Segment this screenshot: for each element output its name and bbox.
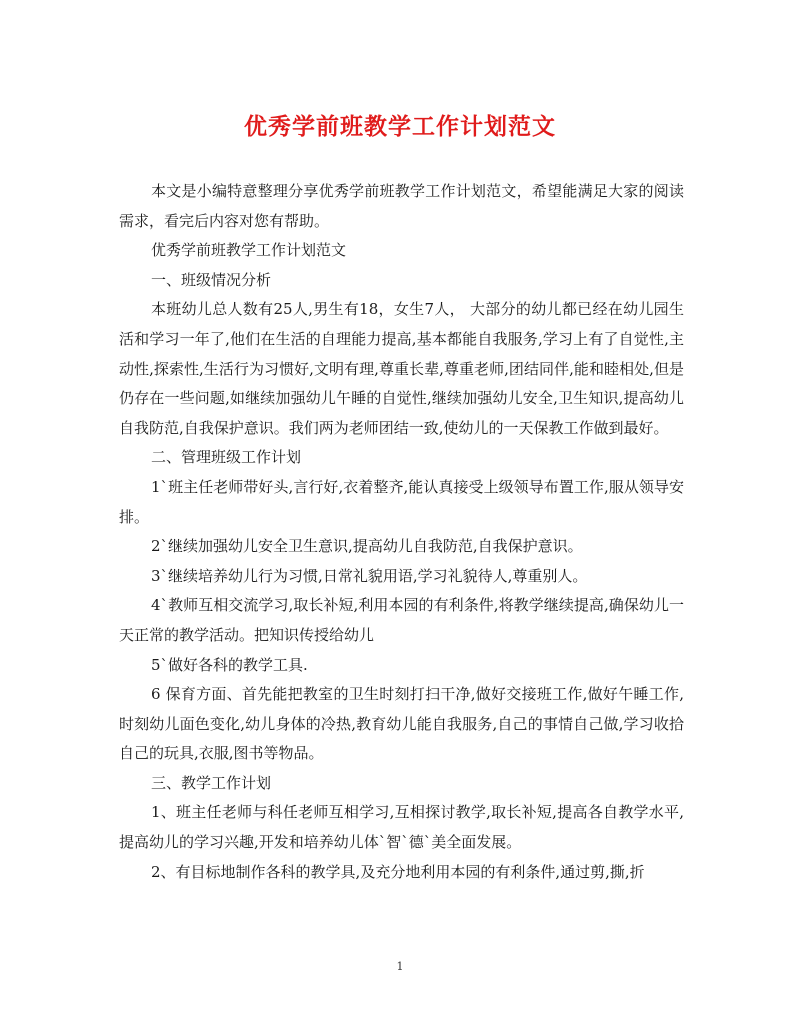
list-item: 1`班主任老师带好头,言行好,衣着整齐,能认真接受上级领导布置工作,服从领导安排。 (119, 477, 684, 526)
list-item: 2`继续加强幼儿安全卫生意识,提高幼儿自我防范,自我保护意识。 (151, 537, 583, 556)
document-title: 优秀学前班教学工作计划范文 (244, 113, 556, 140)
section-heading-2: 二、管理班级工作计划 (151, 448, 302, 467)
list-item: 2、有目标地制作各科的教学具,及充分地利用本园的有利条件,通过剪,撕,折 (151, 862, 645, 881)
section-heading-3: 三、教学工作计划 (151, 773, 272, 792)
document-body (119, 177, 684, 887)
list-item: 6 保育方面、首先能把教室的卫生时刻打扫干净,做好交接班工作,做好午睡工作,时刻幼儿面色变化,幼儿身体的冷热,教育幼儿能自我服务,自己的事情自己做,学习收拾自己的玩具,衣服,图书等物品。 (119, 685, 684, 763)
section-heading-1: 一、班级情况分析 (151, 270, 272, 289)
subtitle-paragraph: 优秀学前班教学工作计划范文 (151, 241, 347, 260)
intro-paragraph: 本文是小编特意整理分享优秀学前班教学工作计划范文，希望能满足大家的阅读需求，看完后内容对您有帮助。 (119, 182, 684, 230)
list-item: 5`做好各科的教学工具. (151, 655, 308, 674)
list-item: 1、班主任老师与科任老师互相学习,互相探讨教学,取长补短,提高各自教学水平,提高幼儿的学习兴趣,开发和培养幼儿体`智`德`美全面发展。 (119, 803, 684, 852)
body-paragraph: 本班幼儿总人数有25人,男生有18，女生7人， 大部分的幼儿都已经在幼儿园生活和学习一年了,他们在生活的自理能力提高,基本都能自我服务,学习上有了自觉性,主动性,探索性,生活行为习惯好,文明有理,尊重长辈,尊重老师,团结同伴,能和睦相处,但是仍存在一些问题,如继续加强幼儿午睡的自觉性,继续加强幼儿安全,卫生知识,提高幼儿自我防范,自我保护意识。我们两为老师团结一致,使幼儿的一天保教工作做到最好。 (119, 300, 684, 437)
list-item: 3`继续培养幼儿行为习惯,日常礼貌用语,学习礼貌待人,尊重别人。 (151, 566, 588, 585)
list-item: 4`教师互相交流学习,取长补短,利用本园的有利条件,将教学继续提高,确保幼儿一天正常的教学活动。把知识传授给幼儿 (119, 596, 684, 644)
page-number: 1 (396, 960, 404, 973)
